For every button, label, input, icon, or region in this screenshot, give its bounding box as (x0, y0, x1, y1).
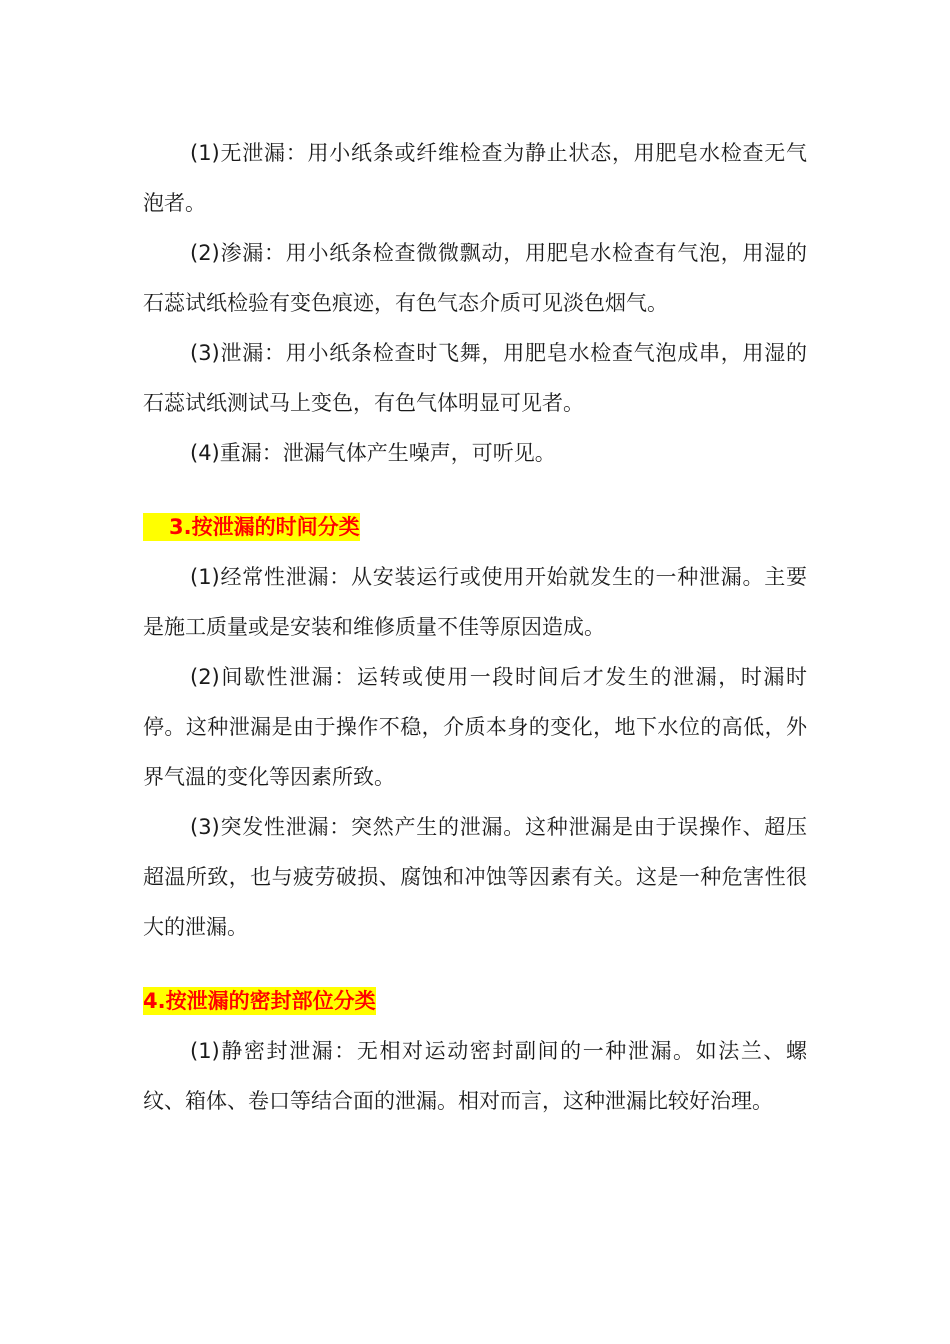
section-heading-4-text: 4.按泄漏的密封部位分类 (143, 989, 376, 1013)
section-heading-4 (143, 976, 807, 1026)
paragraph-constant-leak: (1)经常性泄漏：从安装运行或使用开始就发生的一种泄漏。主要是施工质量或是安装和维修质量不佳等原因造成。 (143, 565, 807, 639)
document-page (143, 128, 807, 1126)
paragraph-no-leak: (1)无泄漏：用小纸条或纤维检查为静止状态，用肥皂水检查无气泡者。 (143, 141, 807, 215)
paragraph-seepage: (2)渗漏：用小纸条检查微微飘动，用肥皂水检查有气泡，用湿的石蕊试纸检验有变色痕迹，有色气态介质可见淡色烟气。 (143, 241, 807, 315)
paragraph-leakage: (3)泄漏：用小纸条检查时飞舞，用肥皂水检查气泡成串，用湿的石蕊试纸测试马上变色，有色气体明显可见者。 (143, 341, 807, 415)
section-heading-3-text: 3.按泄漏的时间分类 (143, 513, 360, 541)
section-heading-3 (143, 502, 807, 552)
paragraph-sudden-leak: (3)突发性泄漏：突然产生的泄漏。这种泄漏是由于误操作、超压超温所致，也与疲劳破损、腐蚀和冲蚀等因素有关。这是一种危害性很大的泄漏。 (143, 815, 807, 939)
paragraph-static-seal-leak: (1)静密封泄漏：无相对运动密封副间的一种泄漏。如法兰、螺纹、箱体、卷口等结合面的泄漏。相对而言，这种泄漏比较好治理。 (143, 1039, 807, 1113)
paragraph-intermittent-leak: (2)间歇性泄漏：运转或使用一段时间后才发生的泄漏，时漏时停。这种泄漏是由于操作不稳，介质本身的变化，地下水位的高低，外界气温的变化等因素所致。 (143, 665, 807, 789)
paragraph-heavy-leak: (4)重漏：泄漏气体产生噪声，可听见。 (190, 441, 556, 465)
